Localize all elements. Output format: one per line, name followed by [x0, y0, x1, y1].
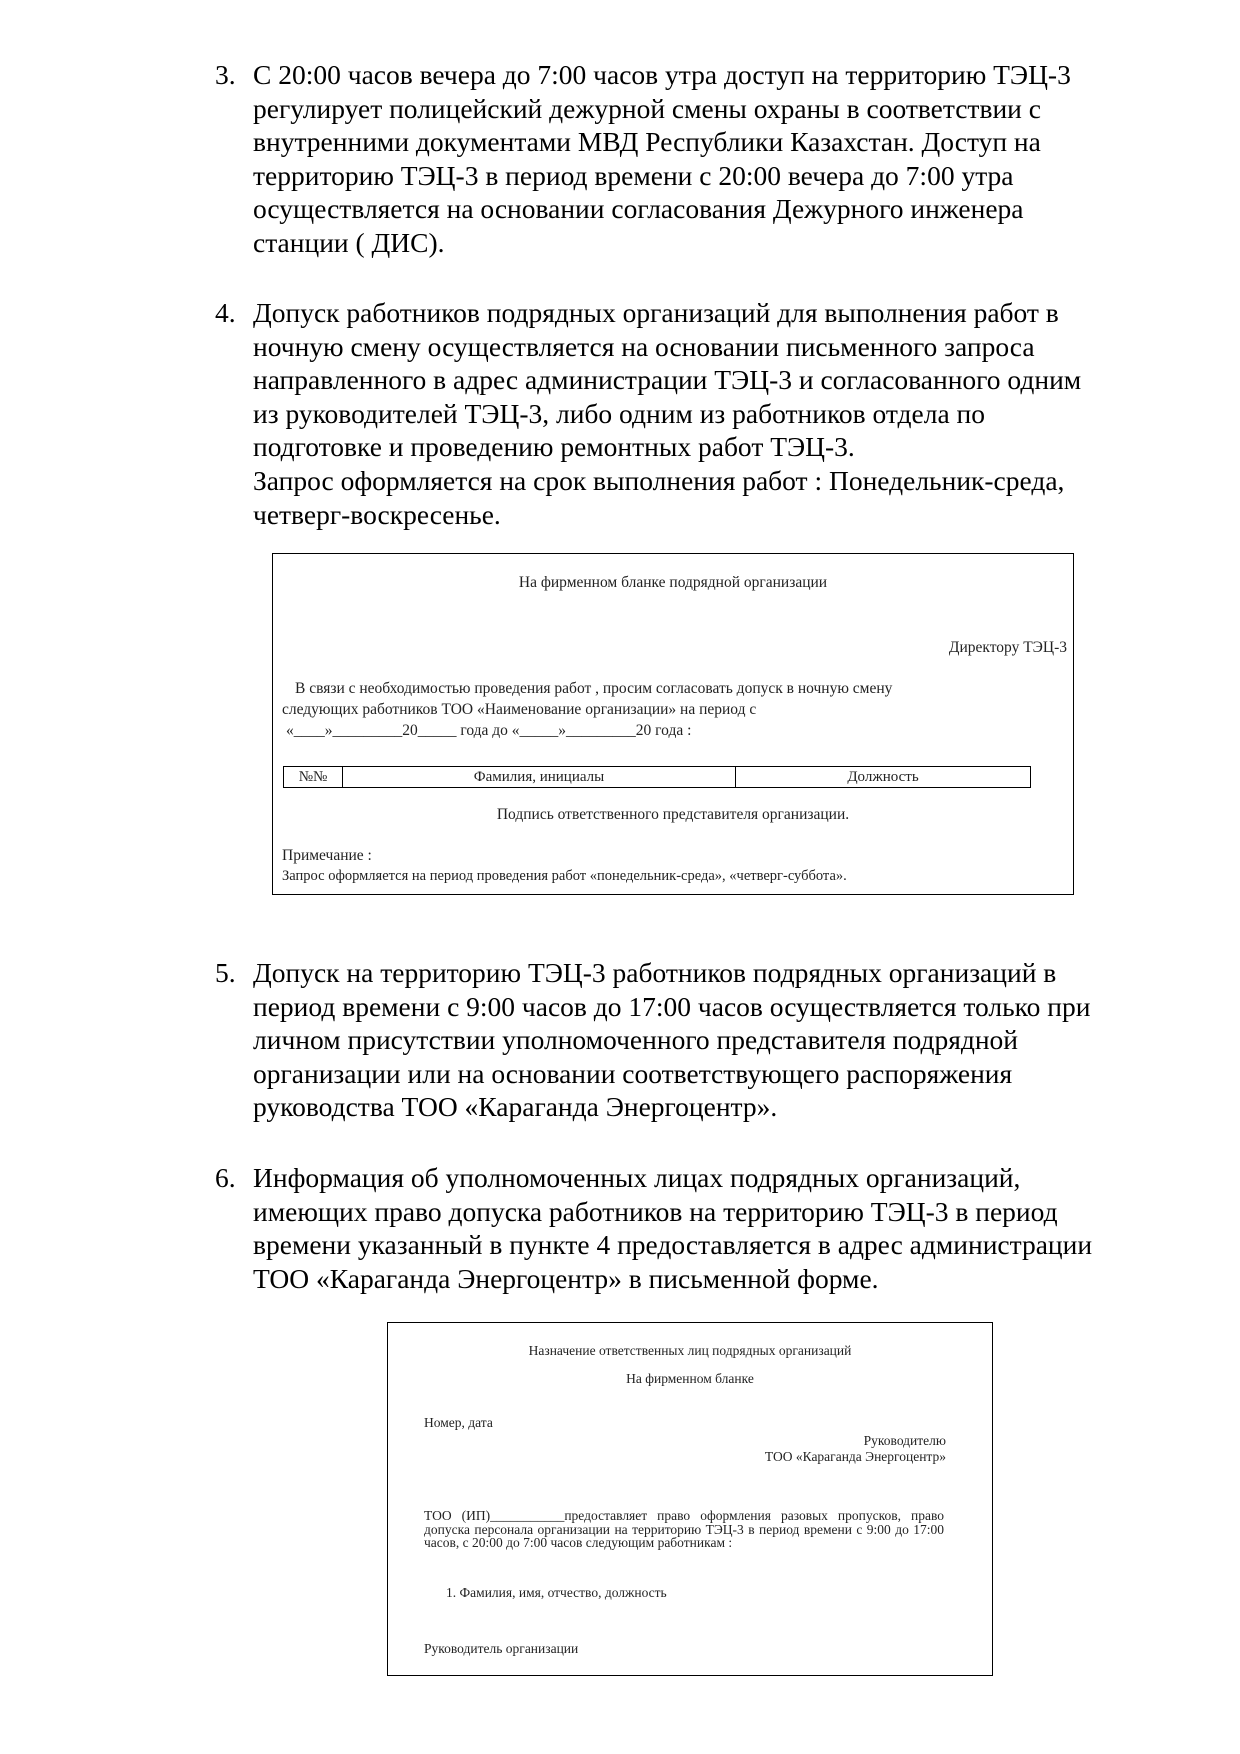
- text-line: ночную смену осуществляется на основании письменного запроса: [253, 330, 1035, 362]
- item-text: [253, 1161, 1175, 1295]
- table-col-position: Должность: [847, 769, 919, 785]
- text-line: осуществляется на основании согласования Дежурного инженера: [253, 193, 1024, 225]
- form-header: На фирменном бланке подрядной организации: [518, 574, 828, 591]
- form-list-item: 1. Фамилия, имя, отчество, должность: [446, 1585, 667, 1600]
- text-line: внутренними документами МВД Республики Казахстан. Доступ на: [253, 126, 1041, 158]
- form-addressee-line: ТОО «Караганда Энергоцентр»: [764, 1449, 946, 1464]
- text-line: регулирует полицейский дежурной смены охраны в соответствии с: [253, 92, 1041, 124]
- text-line: руководства ТОО «Караганда Энергоцентр».: [253, 1091, 778, 1123]
- text-line: С 20:00 часов вечера до 7:00 часов утра доступ на территорию ТЭЦ-3: [253, 59, 1071, 90]
- text-line: организации или на основании соответствующего распоряжения: [253, 1057, 1013, 1089]
- list-item-3: [215, 58, 1175, 260]
- form-subtitle: На фирменном бланке: [626, 1371, 754, 1386]
- form-date-line: «____»_________20_____ года до «_____»_________20 года :: [286, 722, 692, 739]
- form-number-date: Номер, дата: [424, 1415, 493, 1430]
- form-signature-line: Подпись ответственного представителя организации.: [496, 806, 850, 823]
- table-col-name: Фамилия, инициалы: [343, 767, 736, 787]
- text-line: период времени с 9:00 часов до 17:00 часов осуществляется только при: [253, 990, 1091, 1022]
- item-text: [253, 956, 1175, 1124]
- form-addressee: Директору ТЭЦ-3: [948, 639, 1067, 656]
- text-line: Допуск на территорию ТЭЦ-3 работников подрядных организаций в: [253, 957, 1057, 988]
- text-line: станции ( ДИС).: [253, 226, 445, 258]
- text-line: Допуск работников подрядных организаций для выполнения работ в: [253, 297, 1059, 328]
- responsible-persons-form-sample: [387, 1322, 993, 1676]
- item-number: 6.: [215, 1162, 236, 1193]
- text-line: личном присутствии уполномоченного представителя подрядной: [253, 1024, 1019, 1056]
- form-title: Назначение ответственных лиц подрядных организаций: [528, 1343, 852, 1358]
- text-line: Информация об уполномоченных лицах подрядных организаций,: [253, 1162, 1021, 1193]
- text-line: из руководителей ТЭЦ-3, либо одним из работников отдела по: [253, 397, 986, 429]
- list-item-5: [215, 956, 1175, 1124]
- form-signature-line: Руководитель организации: [424, 1641, 579, 1656]
- item-number: 3.: [215, 59, 236, 90]
- text-line: Запрос оформляется на срок выполнения работ : Понедельник-среда,: [253, 464, 1065, 496]
- item-text: [253, 296, 1175, 531]
- form-note-text: Запрос оформляется на период проведения работ «понедельник-среда», «четверг-суббота».: [282, 868, 847, 884]
- form-note-label: Примечание :: [282, 847, 372, 864]
- table-col-number: №№: [284, 767, 343, 787]
- text-line: ТОО «Караганда Энергоцентр» в письменной форме.: [253, 1262, 879, 1294]
- form-text-line: следующих работников ТОО «Наименование организации» на период с: [282, 701, 757, 718]
- night-shift-request-form-sample: [272, 553, 1074, 895]
- text-line: территорию ТЭЦ-3 в период времени с 20:00 вечера до 7:00 утра: [253, 159, 1014, 191]
- item-number: 4.: [215, 297, 236, 328]
- form-paragraph: ТОО (ИП)___________предоставляет право оформления разовых пропусков, право допуска персонала организации на территорию ТЭЦ-3 в период времени с 9:00 до 17:00 часов, с 20:00 до 7:00 часов следующим работникам :: [424, 1508, 944, 1550]
- text-line: времени указанный в пункте 4 предоставляется в адрес администрации: [253, 1229, 1093, 1261]
- form-text-line: В связи с необходимостью проведения работ , просим согласовать допуск в ночную смену: [295, 680, 893, 697]
- text-line: имеющих право допуска работников на территорию ТЭЦ-3 в период: [253, 1195, 1058, 1227]
- text-line: подготовке и проведению ремонтных работ ТЭЦ-3.: [253, 431, 855, 463]
- form-table-header: [283, 766, 1031, 788]
- text-line: четверг-воскресенье.: [253, 498, 501, 530]
- item-number: 5.: [215, 957, 236, 988]
- form-addressee-line: Руководителю: [863, 1433, 946, 1448]
- text-line: направленного в адрес администрации ТЭЦ-3 и согласованного одним: [253, 364, 1082, 396]
- list-item-4: [215, 296, 1175, 531]
- list-item-6: [215, 1161, 1175, 1295]
- item-text: [253, 58, 1175, 260]
